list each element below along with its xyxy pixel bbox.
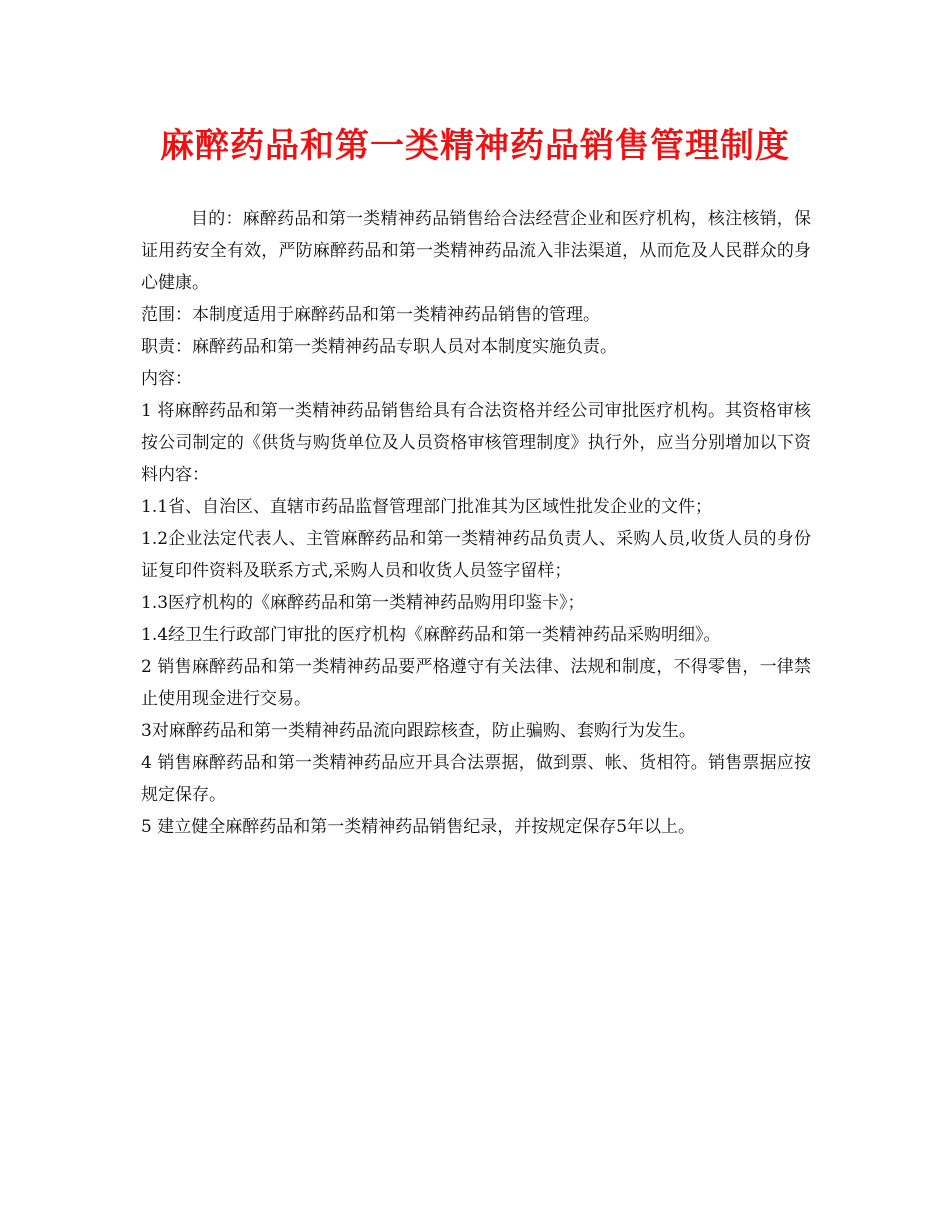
paragraph-item-1-2: 1.2企业法定代表人、主管麻醉药品和第一类精神药品负责人、采购人员,收货人员的身份证复印件资料及联系方式,采购人员和收货人员签字留样； (141, 529, 811, 581)
paragraph-item-5: 5 建立健全麻醉药品和第一类精神药品销售纪录，并按规定保存5年以上。 (141, 817, 696, 837)
paragraph-purpose: 目的：麻醉药品和第一类精神药品销售给合法经营企业和医疗机构，核注核销，保证用药安全有效，严防麻醉药品和第一类精神药品流入非法渠道，从而危及人民群众的身心健康。 (141, 209, 811, 293)
paragraph-responsibility: 职责：麻醉药品和第一类精神药品专职人员对本制度实施负责。 (141, 337, 617, 357)
paragraph-item-4: 4 销售麻醉药品和第一类精神药品应开具合法票据，做到票、帐、货相符。销售票据应按规定保存。 (141, 753, 811, 805)
paragraph-item-1-4: 1.4经卫生行政部门审批的医疗机构《麻醉药品和第一类精神药品采购明细》。 (141, 625, 721, 645)
paragraph-item-1-3: 1.3医疗机构的《麻醉药品和第一类精神药品购用印鉴卡》； (141, 593, 585, 613)
paragraph-item-1: 1 将麻醉药品和第一类精神药品销售给具有合法资格并经公司审批医疗机构。其资格审核按公司制定的《供货与购货单位及人员资格审核管理制度》执行外，应当分别增加以下资料内容： (141, 401, 811, 485)
document-title: 麻醉药品和第一类精神药品销售管理制度 (160, 126, 790, 166)
paragraph-item-1-1: 1.1省、自治区、直辖市药品监督管理部门批准其为区域性批发企业的文件； (141, 497, 713, 517)
paragraph-item-2: 2 销售麻醉药品和第一类精神药品要严格遵守有关法律、法规和制度，不得零售，一律禁止使用现金进行交易。 (141, 657, 811, 709)
paragraph-scope: 范围：本制度适用于麻醉药品和第一类精神药品销售的管理。 (141, 305, 600, 325)
document-body (141, 203, 811, 843)
paragraph-item-3: 3对麻醉药品和第一类精神药品流向跟踪核查，防止骗购、套购行为发生。 (141, 721, 696, 741)
paragraph-content-heading: 内容： (141, 369, 192, 389)
